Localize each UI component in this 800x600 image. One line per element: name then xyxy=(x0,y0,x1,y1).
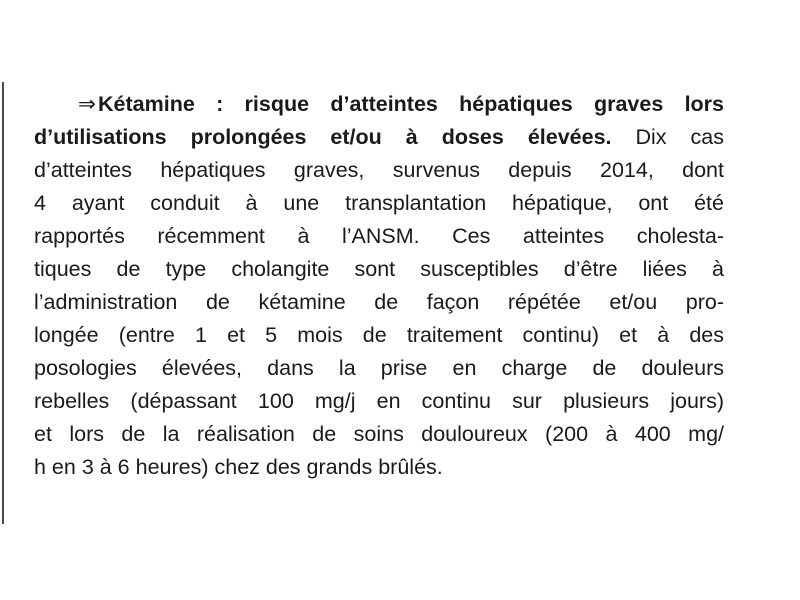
text-line-2 xyxy=(34,121,724,154)
body-text: Dix cas xyxy=(611,125,724,149)
text-line-8: longée (entre 1 et 5 mois de traitement continu) et à des xyxy=(34,323,724,347)
text-line-9: posologies élevées, dans la prise en charge de douleurs xyxy=(34,356,724,380)
text-line-11: et lors de la réalisation de soins douloureux (200 à 400 mg/ xyxy=(34,422,724,446)
text-line-5: rapportés récemment à l’ANSM. Ces atteintes cholesta- xyxy=(34,224,724,248)
article-paragraph xyxy=(34,88,724,484)
text-line-12: h en 3 à 6 heures) chez des grands brûlés. xyxy=(34,455,443,479)
left-margin-rule xyxy=(2,82,4,524)
text-line-3: d’atteintes hépatiques graves, survenus depuis 2014, dont xyxy=(34,158,724,182)
heading-bold-part-1: Kétamine : risque d’atteintes hépatiques graves lors xyxy=(98,92,724,116)
text-line-10: rebelles (dépassant 100 mg/j en continu sur plusieurs jours) xyxy=(34,389,724,413)
text-line-1 xyxy=(34,88,724,121)
text-line-7: l’administration de kétamine de façon répétée et/ou pro- xyxy=(34,290,724,314)
text-line-4: 4 ayant conduit à une transplantation hépatique, ont été xyxy=(34,191,724,215)
text-line-6: tiques de type cholangite sont susceptibles d’être liées à xyxy=(34,257,724,281)
heading-bold-part-2: d’utilisations prolongées et/ou à doses élevées. xyxy=(34,125,612,149)
arrow-icon: ⇒ xyxy=(78,92,97,117)
